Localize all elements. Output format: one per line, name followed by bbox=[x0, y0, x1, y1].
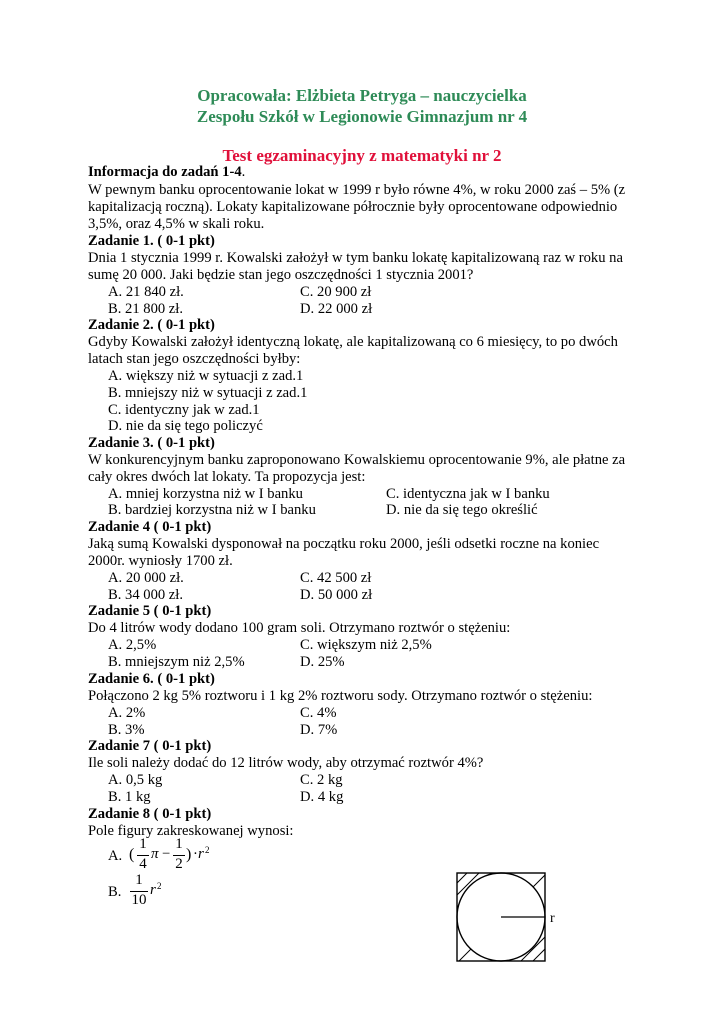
task-title: Zadanie 2. ( 0-1 pkt) bbox=[88, 317, 215, 333]
task-title: Zadanie 8 ( 0-1 pkt) bbox=[88, 806, 212, 822]
task-title: Zadanie 6. ( 0-1 pkt) bbox=[88, 671, 215, 687]
info-line: 3,5%, oraz 4,5% w skali roku. bbox=[88, 216, 265, 232]
task-text: Połączono 2 kg 5% roztworu i 1 kg 2% roztworu sody. Otrzymano roztwór o stężeniu: bbox=[88, 688, 593, 704]
answer-option: C. identyczna jak w I banku bbox=[386, 486, 550, 502]
task-text: W konkurencyjnym banku zaproponowano Kowalskiemu oprocentowanie 9%, ale płatne za bbox=[88, 452, 626, 468]
option-label: A. bbox=[108, 848, 123, 864]
fraction-denominator: 10 bbox=[131, 892, 147, 908]
task-text: cały okres dwóch lat lokaty. Ta propozycja jest: bbox=[88, 469, 366, 485]
dot-sign: · bbox=[193, 846, 198, 862]
pi-symbol: π bbox=[151, 846, 159, 862]
fraction-denominator: 4 bbox=[139, 856, 147, 872]
task-text: Jaką sumą Kowalski dysponował na początku roku 2000, jeśli odsetki roczne na koniec bbox=[88, 536, 600, 552]
task-title: Zadanie 4 ( 0-1 pkt) bbox=[88, 519, 212, 535]
radius-label: r bbox=[550, 911, 555, 926]
task-title: Zadanie 7 ( 0-1 pkt) bbox=[88, 738, 212, 754]
task-text: Do 4 litrów wody dodano 100 gram soli. Otrzymano roztwór o stężeniu: bbox=[88, 620, 511, 636]
variable-r: r bbox=[150, 882, 156, 898]
task-text: latach stan jego oszczędności byłby: bbox=[88, 351, 301, 367]
variable-r: r bbox=[198, 846, 204, 862]
fraction-numerator: 1 bbox=[175, 836, 183, 852]
answer-option: C. 42 500 zł bbox=[300, 570, 372, 586]
answer-option: A. 2,5% bbox=[108, 637, 157, 653]
task-text: Ile soli należy dodać do 12 litrów wody, aby otrzymać roztwór 4%? bbox=[88, 755, 484, 771]
answer-option: A. 21 840 zł. bbox=[108, 284, 184, 300]
answer-option: D. nie da się tego policzyć bbox=[108, 418, 263, 434]
answer-option: D. 7% bbox=[300, 722, 338, 738]
answer-option: C. 4% bbox=[300, 705, 337, 721]
answer-option: D. 25% bbox=[300, 654, 345, 670]
answer-option: C. większym niż 2,5% bbox=[300, 637, 432, 653]
task-title: Zadanie 5 ( 0-1 pkt) bbox=[88, 603, 212, 619]
answer-option: A. 20 000 zł. bbox=[108, 570, 184, 586]
test-title: Test egzaminacyjny z matematyki nr 2 bbox=[222, 146, 502, 165]
school-line: Zespołu Szkół w Legionowie Gimnazjum nr 4 bbox=[196, 107, 528, 126]
answer-option: C. 2 kg bbox=[300, 772, 343, 788]
answer-option: B. bardziej korzystna niż w I banku bbox=[108, 502, 316, 518]
info-title: Informacja do zadań 1-4. bbox=[88, 164, 246, 180]
paren-open: ( bbox=[129, 846, 135, 863]
author-line: Opracowała: Elżbieta Petryga – nauczycielka bbox=[197, 86, 527, 105]
answer-option: C. identyczny jak w zad.1 bbox=[108, 402, 260, 418]
task-text: Dnia 1 stycznia 1999 r. Kowalski założył w tym banku lokatę kapitalizowaną raz w roku na bbox=[88, 250, 623, 266]
task-text: sumę 20 000. Jaki będzie stan jego oszczędności 1 stycznia 2001? bbox=[88, 267, 474, 283]
answer-option: A. 0,5 kg bbox=[108, 772, 163, 788]
answer-option: A. 2% bbox=[108, 705, 146, 721]
minus-sign: − bbox=[162, 846, 171, 862]
option-label: B. bbox=[108, 884, 122, 900]
fraction-denominator: 2 bbox=[175, 856, 183, 872]
answer-option: B. 21 800 zł. bbox=[108, 301, 183, 317]
exponent: 2 bbox=[157, 881, 162, 891]
paren-close: ) bbox=[186, 846, 192, 863]
answer-option: D. nie da się tego określić bbox=[386, 502, 538, 518]
answer-option: A. mniej korzystna niż w I banku bbox=[108, 486, 303, 502]
task-title: Zadanie 3. ( 0-1 pkt) bbox=[88, 435, 215, 451]
answer-option: D. 22 000 zł bbox=[300, 301, 373, 317]
answer-option: B. 1 kg bbox=[108, 789, 151, 805]
info-line: kapitalizacją roczną). Lokaty kapitalizowane półrocznie były oprocentowane odpowiednio bbox=[88, 199, 618, 215]
task-text: Gdyby Kowalski założył identyczną lokatę, ale kapitalizowaną co 6 miesięcy, to po dwóch bbox=[88, 334, 618, 350]
hatched-figure bbox=[452, 868, 562, 968]
answer-option: A. większy niż w sytuacji z zad.1 bbox=[108, 368, 304, 384]
fraction-numerator: 1 bbox=[135, 872, 143, 888]
exponent: 2 bbox=[205, 845, 210, 855]
answer-option: C. 20 900 zł bbox=[300, 284, 372, 300]
answer-option: B. mniejszym niż 2,5% bbox=[108, 654, 245, 670]
task-text: 2000r. wyniosły 1700 zł. bbox=[88, 553, 233, 569]
answer-option: B. 34 000 zł. bbox=[108, 587, 183, 603]
info-line: W pewnym banku oprocentowanie lokat w 1999 r było równe 4%, w roku 2000 zaś – 5% (z bbox=[88, 182, 626, 198]
task-text: Pole figury zakreskowanej wynosi: bbox=[88, 823, 294, 839]
fraction-numerator: 1 bbox=[139, 836, 147, 852]
task-title: Zadanie 1. ( 0-1 pkt) bbox=[88, 233, 215, 249]
answer-option: D. 4 kg bbox=[300, 789, 344, 805]
answer-option: B. 3% bbox=[108, 722, 145, 738]
answer-option: D. 50 000 zł bbox=[300, 587, 373, 603]
answer-option: B. mniejszy niż w sytuacji z zad.1 bbox=[108, 385, 308, 401]
